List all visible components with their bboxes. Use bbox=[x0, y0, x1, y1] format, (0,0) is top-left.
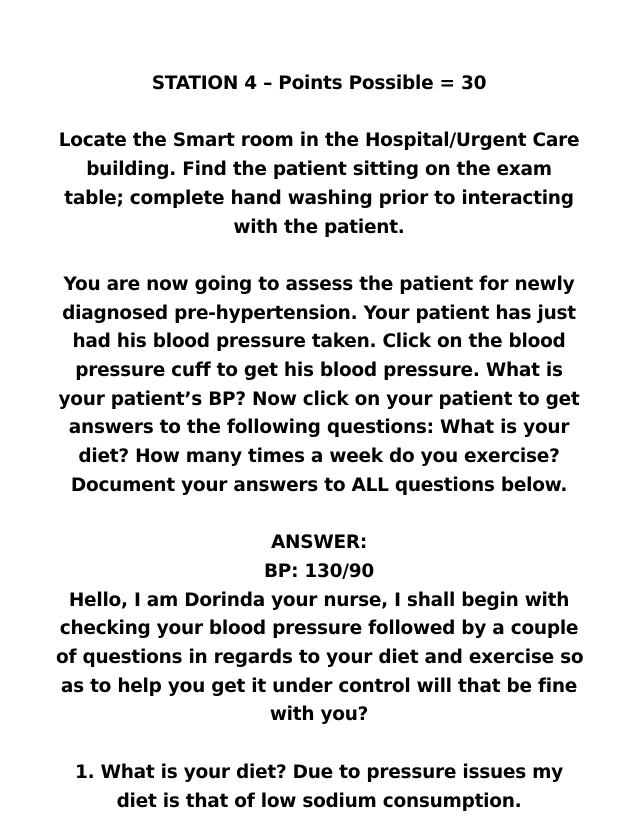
task-line: diet? How many times a week do you exercise? bbox=[78, 446, 560, 468]
answer-block bbox=[56, 529, 582, 730]
intro-line: Locate the Smart room in the Hospital/Urgent Care bbox=[58, 130, 580, 152]
task-line: answers to the following questions: What is your bbox=[68, 417, 570, 439]
task-line: Document your answers to ALL questions below. bbox=[70, 474, 568, 496]
title-line: STATION 4 – Points Possible = 30 bbox=[151, 73, 487, 94]
intro-paragraph bbox=[56, 127, 582, 242]
task-line: pressure cuff to get his blood pressure. What is bbox=[75, 360, 563, 381]
intro-line: table; complete hand washing prior to interacting bbox=[64, 187, 574, 209]
greeting-line: checking your blood pressure followed by a couple bbox=[59, 618, 579, 640]
answer-heading: ANSWER: bbox=[270, 532, 368, 554]
task-line: You are now going to assess the patient for newly bbox=[63, 273, 575, 295]
task-line: had his blood pressure taken. Click on the blood bbox=[72, 331, 566, 353]
greeting-line: as to help you get it under control will that be fine bbox=[60, 675, 578, 697]
task-line: your patient’s BP? Now click on your patient to get bbox=[58, 388, 580, 410]
greeting-line: with you? bbox=[269, 704, 369, 726]
greeting-line: Hello, I am Dorinda your nurse, I shall begin with bbox=[68, 589, 570, 611]
greeting-line: of questions in regards to your diet and exercise so bbox=[56, 647, 584, 669]
task-paragraph bbox=[56, 271, 582, 501]
station-title bbox=[56, 70, 582, 99]
intro-line: building. Find the patient sitting on the exam bbox=[86, 159, 552, 181]
intro-line: with the patient. bbox=[233, 216, 405, 238]
question-1 bbox=[56, 759, 582, 816]
bp-reading: BP: 130/90 bbox=[263, 560, 375, 582]
document-page bbox=[56, 70, 582, 816]
question-1-line: diet is that of low sodium consumption. bbox=[116, 790, 522, 812]
task-line: diagnosed pre-hypertension. Your patient has just bbox=[62, 302, 576, 324]
question-1-line: 1. What is your diet? Due to pressure issues my bbox=[75, 761, 563, 783]
